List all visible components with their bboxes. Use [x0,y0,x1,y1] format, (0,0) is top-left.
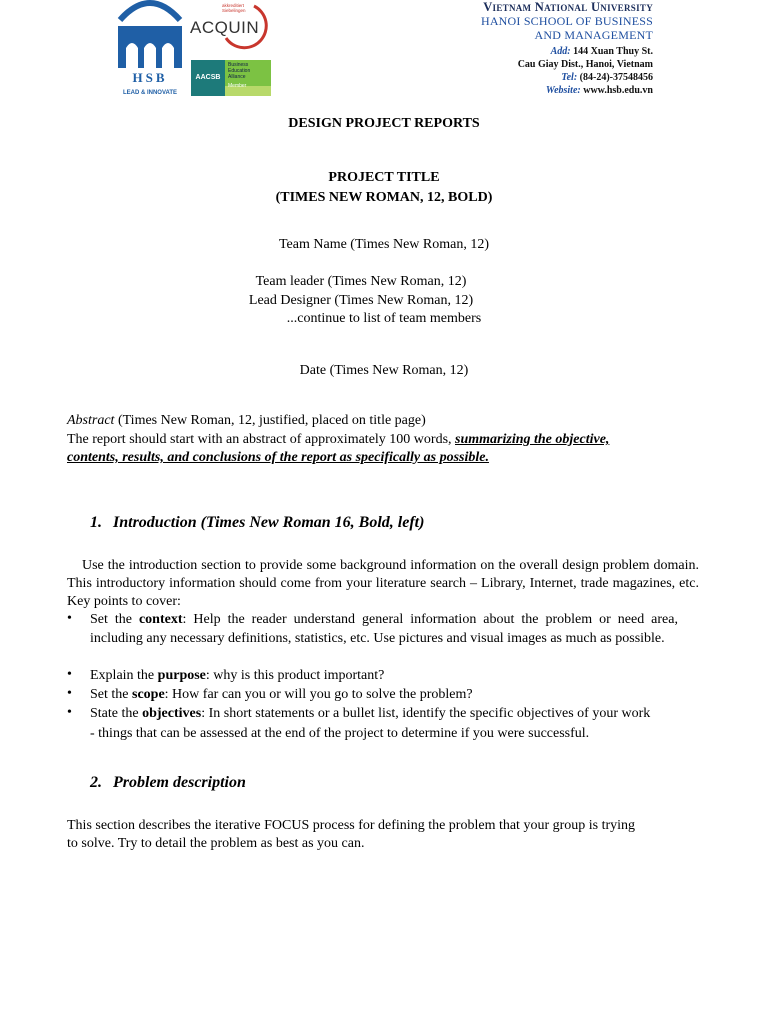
abstract-intro: The report should start with an abstract of approximately 100 words, [67,432,456,447]
section2-heading [90,774,246,792]
aacsb-member-badge [225,60,271,96]
bullet-keyword: scope [132,687,165,702]
bullet-item-purpose [90,667,690,685]
project-title: PROJECT TITLE [328,170,440,185]
university-name: Vietnam National University [483,0,653,14]
bullet-icon: • [67,611,72,626]
abstract-format: (Times New Roman, 12, justified, placed on title page) [114,413,426,428]
bullet-keyword: purpose [157,668,206,683]
university-contact-block [393,0,653,97]
bullet-icon: • [67,686,72,701]
hsb-logo-text: HSB [132,70,168,85]
address-value: 144 Xuan Thuy St. [573,46,653,57]
aacsb-member-line: Alliance [228,74,246,80]
abstract-label: Abstract [67,413,115,428]
bullet-keyword: objectives [142,706,202,721]
bullet-text: : why is this product important? [205,668,385,683]
abstract-line1 [67,431,707,449]
website-label: Website: [545,85,581,96]
bullet-icon: • [67,667,72,682]
tel-row [393,71,653,84]
team-name: Team Name (Times New Roman, 12) [278,237,490,252]
hsb-logo [114,0,186,98]
section2-paragraph-line2: to solve. Try to detail the problem as best as you can. [67,836,365,851]
bullet-item-scope [90,686,690,704]
continue-team-list: ...continue to list of team members [286,311,482,326]
aacsb-logo [191,60,271,96]
bullet-icon: • [67,705,72,720]
aacsb-member-line: Member [228,83,247,89]
school-name-line2: AND MANAGEMENT [534,28,653,42]
hsb-arches-icon [116,0,184,68]
bullet-item-context [90,611,678,648]
bullet-prefix: Set the [90,687,132,702]
abstract-heading-line [67,412,707,430]
bullet-prefix: Explain the [90,668,158,683]
bullet-keyword: context [138,612,183,627]
aacsb-text: AACSB [191,60,225,96]
section2-number: 2. [90,774,102,791]
hsb-logo-subtitle: LEAD & INNOVATE [122,90,178,96]
bullet-text: : Help the reader understand general information about the problem or need area, including any necessary definitions, statistics, etc. Use pictures and visual images as much as possible. [90,612,678,646]
tel-label: Tel: [561,72,578,83]
abstract-emphasis-part1: summarizing the objective, [455,432,610,447]
report-date: Date (Times New Roman, 12) [299,363,469,378]
bullet-text: : In short statements or a bullet list, identify the specific objectives of your work [201,706,651,721]
school-name-line1: HANOI SCHOOL OF BUSINESS [480,14,653,28]
address-line2: Cau Giay Dist., Hanoi, Vietnam [517,59,653,70]
bullet-prefix: Set the [90,612,139,627]
section1-number: 1. [90,514,102,531]
abstract-line2 [67,449,707,467]
abstract-emphasis-part2: contents, results, and conclusions of the report as specifically as possible. [67,450,489,465]
section2-title: Problem description [113,774,246,791]
aacsb-member-line: Education [228,68,251,74]
section1-paragraph: Use the introduction section to provide some background information on the overall design problem domain. This introductory information should come from your literature search – Library, Internet, trade magazines, etc. Key points to cover: [67,558,699,609]
aacsb-member-line: Business [228,62,249,68]
website-value: www.hsb.edu.vn [583,85,653,96]
section2-paragraph-line1: This section describes the iterative FOCUS process for defining the problem that your group is trying [67,818,636,833]
section1-heading [90,514,424,532]
bullet-text: : How far can you or will you go to solve the problem? [164,687,473,702]
acquin-text: ACQUIN [190,18,260,37]
lead-designer: Lead Designer (Times New Roman, 12) [248,293,474,308]
acquin-tagline: akkreditiert Siebelingen [222,3,246,13]
project-title-format: (TIMES NEW ROMAN, 12, BOLD) [275,190,493,205]
address-row [393,45,653,58]
bullet-item-objectives [90,705,705,723]
team-leader: Team leader (Times New Roman, 12) [255,274,467,289]
section1-title: Introduction (Times New Roman 16, Bold, left) [113,514,425,531]
bullet-continuation: - things that can be assessed at the end of the project to determine if you were successful. [90,726,590,741]
bullet-prefix: State the [90,706,143,721]
acquin-logo [188,0,274,56]
address-label: Add: [550,46,571,57]
tel-value: (84-24)-37548456 [579,72,653,83]
website-row [393,84,653,97]
doc-heading: DESIGN PROJECT REPORTS [288,116,480,131]
